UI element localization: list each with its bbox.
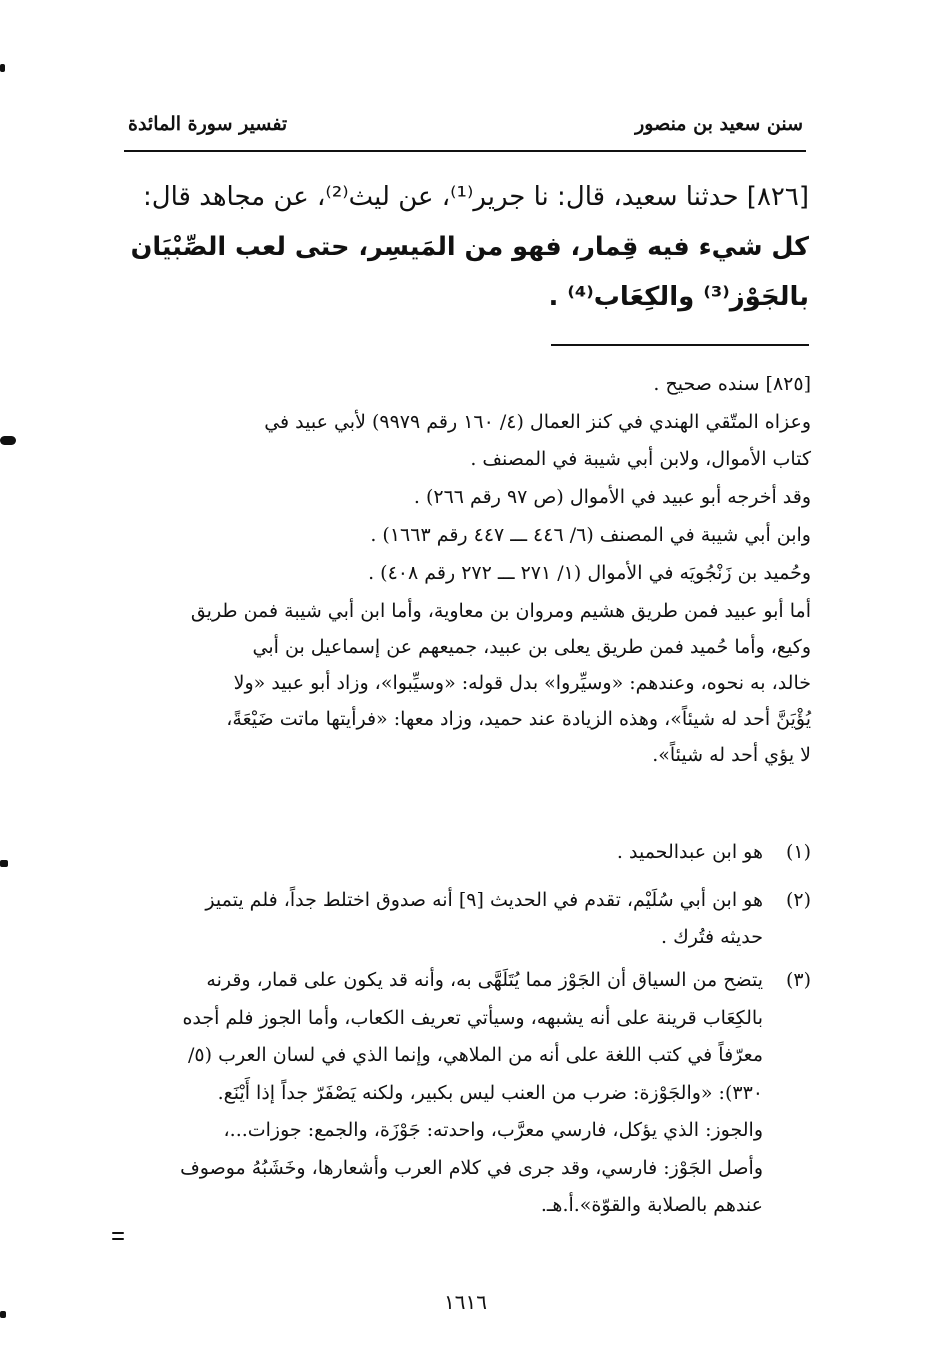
footnote-line: والجوز: الذي يؤكل، فارسي معرَّب، واحدته: جَوْزَة، والجمع: جوزات...، <box>223 1119 763 1141</box>
commentary-block <box>119 372 811 779</box>
footnote-number: (٣) <box>785 969 811 991</box>
commentary-line: خالد، به نحوه، وعندهم: «وسيِّروا» بدل قوله: «وسيِّبوا»، وزاد أبو عبيد «ولا <box>233 672 811 694</box>
footnote <box>119 882 811 956</box>
commentary-line: [٨٢٥] سنده صحيح . <box>653 373 811 395</box>
footnote-number: (١) <box>785 841 811 863</box>
commentary-line: وعزاه المتّقي الهندي في كنز العمال (٤/ ١٦٠ رقم ٩٩٧٩) لأبي عبيد في <box>264 411 811 433</box>
commentary-line: وابن أبي شيبة في المصنف (٦/ ٤٤٦ ـــ ٤٤٧ رقم ١٦٦٣) . <box>370 524 811 546</box>
commentary-line: أما أبو عبيد فمن طريق هشيم ومروان بن معاوية، وأما ابن أبي شيبة فمن طريق <box>190 600 811 622</box>
margin-mark <box>112 1238 124 1240</box>
hadith-line: كل شيء فيه قِمار، فهو من المَيسِر، حتى لعب الصِّبْيَان <box>130 232 809 262</box>
footnote-line: هو ابن عبدالحميد . <box>616 841 763 863</box>
margin-mark <box>0 64 5 72</box>
footnote <box>119 840 811 864</box>
commentary-line: وكيع، وأما حُميد فمن طريق يعلى بن عبيد، جميعهم عن إسماعيل بن أبي <box>252 636 811 658</box>
commentary-line: وحُميد بن زَنْجُويَه في الأموال (١/ ٢٧١ ـــ ٢٧٢ رقم ٤٠٨) . <box>368 562 811 584</box>
footnote-line: يتضح من السياق أن الجَوْز مما يُتَلَهَّى به، وأنه قد يكون على قمار، وقرنه <box>206 969 763 991</box>
chapter-title: تفسير سورة المائدة <box>128 113 288 135</box>
page-number: ١٦١٦ <box>444 1290 487 1314</box>
footnote-line: عندهم بالصلابة والقوّة».أ.هـ. <box>540 1194 763 1216</box>
footnote-line: ٣٣٠): «والجَوْزة: ضرب من العنب ليس بكبير، ولكنه يَصْفَرّ جداً إذا أَيْنَع. <box>217 1081 763 1104</box>
footnote-line: وأصل الجَوْز: فارسي، وقد جرى في كلام العرب وأشعارها، وخَشَبُهُ موصوف <box>180 1156 763 1179</box>
footnote-line: هو ابن أبي سُلَيْم، تقدم في الحديث [٩] أنه صدوق اختلط جداً، فلم يتميز <box>205 889 763 911</box>
commentary-line: لا يؤي أحد له شيئاً». <box>652 744 811 766</box>
commentary-line: يُؤْيَنَّ أحد له شيئاً»، وهذه الزيادة عند حميد، وزاد معها: «فرأيتها ماتت ضَيْعَةً، <box>226 708 811 730</box>
commentary-line: وقد أخرجه أبو عبيد في الأموال (ص ٩٧ رقم ٢٦٦) . <box>413 486 811 508</box>
header-rule <box>124 150 806 152</box>
footnote-line: حديثه فتُرك . <box>660 926 763 948</box>
hadith-line: [٨٢٦] حدثنا سعيد، قال: نا جرير⁽¹⁾، عن ليث⁽²⁾، عن مجاهد قال: <box>142 182 809 212</box>
commentary-line: كتاب الأموال، ولابن أبي شيبة في المصنف . <box>470 448 811 470</box>
book-title: سنن سعيد بن منصور <box>635 113 803 135</box>
hadith-text <box>123 172 809 322</box>
margin-mark <box>112 1232 124 1234</box>
footnote-separator <box>551 344 809 346</box>
footnote-line: معرّفاً في كتب اللغة على أنه من الملاهي، وإنما الذي في لسان العرب (٥/ <box>188 1044 763 1066</box>
margin-mark <box>0 436 16 445</box>
hadith-line: بالجَوْز⁽³⁾ والكِعَاب⁽⁴⁾ . <box>548 282 809 312</box>
margin-mark <box>0 860 8 867</box>
footnote-number: (٢) <box>785 889 811 911</box>
footnote <box>119 962 811 1225</box>
footnote-line: بالكِعَاب قرينة على أنه يشبهه، وسيأتي تعريف الكعاب، وأما الجوز فلم أجده <box>182 1006 763 1029</box>
